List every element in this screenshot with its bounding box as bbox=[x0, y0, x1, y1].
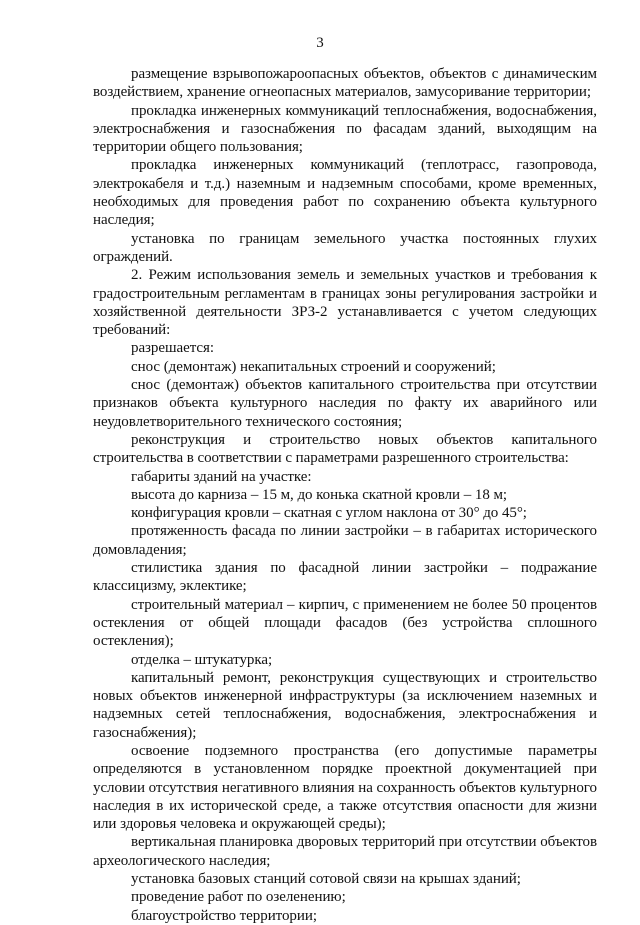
paragraph: прокладка инженерных коммуникаций теплоснабжения, водоснабжения, электроснабжения и газоснабжения по фасадам зданий, выходящим на территории общего пользования; bbox=[93, 102, 597, 156]
paragraph: установка по границам земельного участка постоянных глухих ограждений. bbox=[93, 230, 597, 265]
paragraph: проведение работ по озеленению; bbox=[131, 889, 346, 906]
paragraph: установка базовых станций сотовой связи на крышах зданий; bbox=[131, 871, 521, 888]
paragraph: снос (демонтаж) объектов капитального строительства при отсутствии признаков объекта культурного наследия по факту их аварийного или неудовлетворительного технического состояния; bbox=[93, 377, 597, 430]
paragraph: конфигурация кровли – скатная с углом наклона от 30° до 45°; bbox=[131, 505, 527, 522]
body-text bbox=[93, 65, 597, 925]
section-heading-paragraph: 2. Режим использования земель и земельных участков и требования к градостроительным регламентам в границах зоны регулирования застройки и хозяйственной деятельности ЗРЗ-2 устанавливается с учетом следующих требований: bbox=[93, 267, 597, 339]
paragraph: благоустройство территории; bbox=[131, 907, 317, 924]
paragraph: размещение взрывопожароопасных объектов, объектов с динамическим воздействием, хранение огнеопасных материалов, замусоривание территории; bbox=[93, 66, 597, 101]
paragraph: реконструкция и строительство новых объектов капитального строительства в соответствии с параметрами разрешенного строительства: bbox=[93, 431, 597, 467]
paragraph: стилистика здания по фасадной линии застройки – подражание классицизму, эклектике; bbox=[93, 560, 597, 595]
paragraph: высота до карниза – 15 м, до конька скатной кровли – 18 м; bbox=[131, 486, 508, 503]
paragraph: габариты зданий на участке: bbox=[131, 468, 312, 485]
paragraph: капитальный ремонт, реконструкция существующих и строительство новых объектов инженерной инфраструктуры (за исключением наземных и надземных сетей теплоснабжения, водоснабжения, электроснабжения и газоснабжения); bbox=[93, 669, 597, 741]
paragraph: вертикальная планировка дворовых территорий при отсутствии объектов археологического наследия; bbox=[93, 834, 597, 869]
paragraph: прокладка инженерных коммуникаций (теплотрасс, газопровода, электрокабеля и т.д.) наземным и надземным способами, кроме временных, необходимых для проведения работ по сохранению объекта культурного наследия; bbox=[93, 157, 597, 229]
paragraph: снос (демонтаж) некапитальных строений и сооружений; bbox=[131, 358, 496, 375]
paragraph: освоение подземного пространства (его допустимые параметры определяются в установленном порядке проектной документацией при условии отсутствия негативного влияния на сохранность объектов культурного наследия в их исторической среде, а также отсутствия опасности для жизни или здоровья человека и окружающей среды); bbox=[93, 742, 597, 833]
page-number: 3 bbox=[316, 35, 324, 51]
paragraph: протяженность фасада по линии застройки – в габаритах исторического домовладения; bbox=[93, 523, 597, 558]
paragraph: разрешается: bbox=[131, 340, 214, 357]
paragraph: отделка – штукатурка; bbox=[131, 651, 273, 668]
paragraph: строительный материал – кирпич, с применением не более 50 процентов остекления от общей площади фасадов (без устройства сплошного остекления); bbox=[93, 596, 597, 650]
